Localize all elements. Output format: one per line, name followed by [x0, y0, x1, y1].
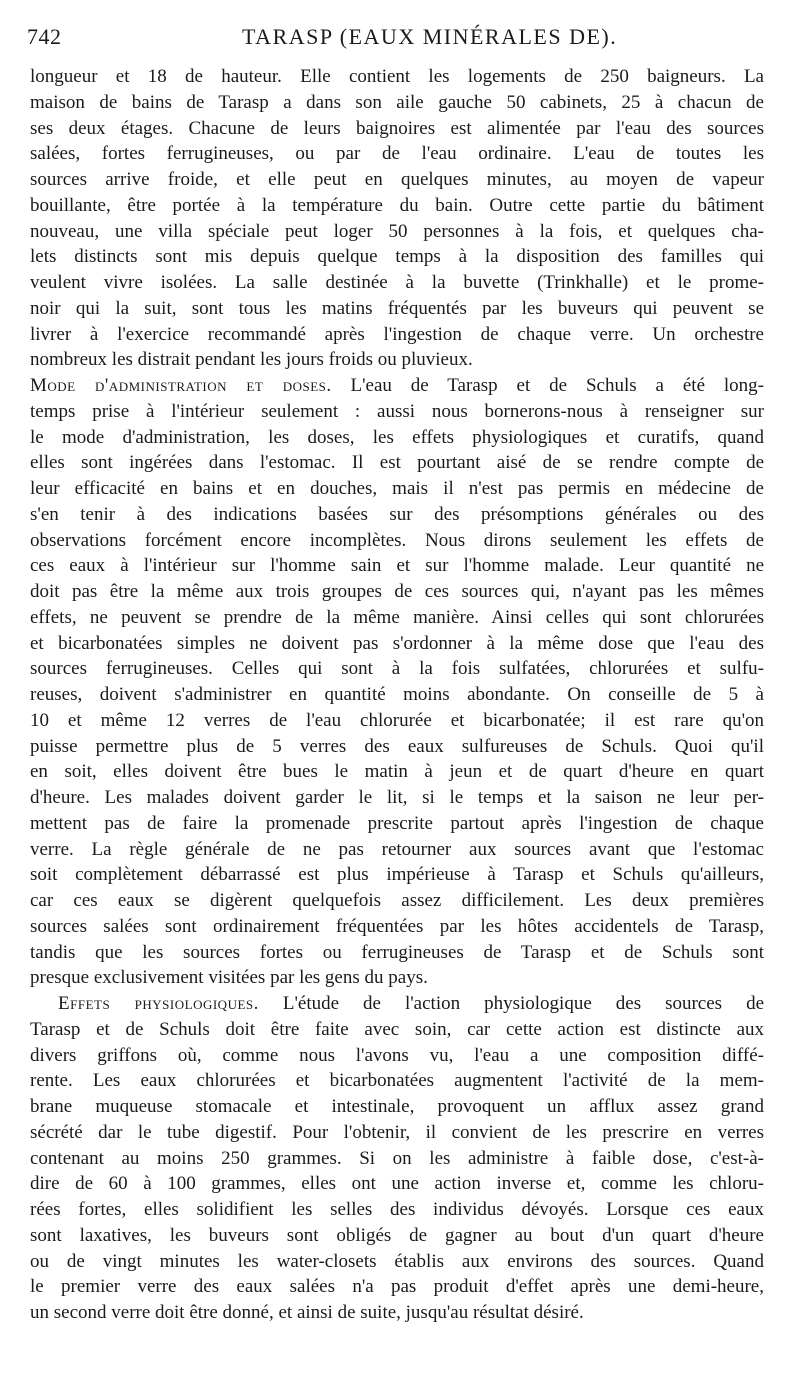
text-line: ou de vingt minutes les water-closets établis aux environs des sources. Quand	[30, 1250, 764, 1272]
text-line: longueur et 18 de hauteur. Elle contient les logements de 250 baigneurs. La	[30, 66, 764, 87]
text-line: sources ferrugineuses. Celles qui sont à la fois sulfatées, chlorurées et sulfu-	[30, 658, 764, 680]
text-line: effets, ne peuvent se prendre de la même manière. Ainsi celles qui sont chlorurées	[30, 606, 764, 628]
running-head: TARASP (EAUX MINÉRALES DE).	[242, 24, 618, 49]
text-line: maison de bains de Tarasp a dans son aile gauche 50 cabinets, 25 à chacun de	[30, 91, 764, 113]
text-line: tandis que les sources fortes ou ferrugineuses de Tarasp et de Schuls sont	[30, 941, 764, 963]
text-line: observations forcément encore incomplètes. Nous dirons seulement les effets de	[30, 529, 764, 551]
body-text	[30, 64, 764, 1326]
text-line: divers griffons où, comme nous l'avons vu, l'eau a une composition diffé-	[30, 1044, 764, 1066]
text-line: temps prise à l'intérieur seulement : aussi nous bornerons-nous à renseigner sur	[30, 400, 764, 422]
text-line: d'heure. Les malades doivent garder le lit, si le temps et la saison ne leur per-	[30, 787, 764, 808]
text-line: salées, fortes ferrugineuses, ou par de l'eau ordinaire. L'eau de toutes les	[30, 143, 764, 165]
text-line: 10 et même 12 verres de l'eau chlorurée et bicarbonatée; il est rare qu'on	[30, 709, 764, 731]
text-line: presque exclusivement visitées par les gens du pays.	[30, 967, 428, 989]
line-text: L'étude de l'action physiologique des sources de	[258, 993, 764, 1014]
text-line: veulent vivre isolées. La salle destinée à la buvette (Trinkhalle) et le prome-	[30, 272, 764, 293]
section-heading: Effets physiologiques.	[58, 993, 259, 1014]
page-number: 742	[27, 24, 62, 49]
text-line: et bicarbonatées simples ne doivent pas s'ordonner à la même dose que l'eau des	[30, 632, 764, 654]
paragraph	[30, 64, 764, 373]
text-line: nombreux les distrait pendant les jours froids ou pluvieux.	[30, 349, 473, 371]
text-line: s'en tenir à des indications basées sur des présomptions générales ou des	[30, 503, 764, 525]
text-line: puisse permettre plus de 5 verres des eaux sulfureuses de Schuls. Quoi qu'il	[30, 735, 764, 757]
paragraph	[30, 991, 764, 1326]
line-text: L'eau de Tarasp et de Schuls a été long-	[331, 375, 764, 396]
text-line: soit complètement débarrassé est plus impérieuse à Tarasp et Schuls qu'ailleurs,	[30, 864, 764, 886]
section-heading: Mode d'administration et doses.	[30, 375, 332, 396]
text-line: rente. Les eaux chlorurées et bicarbonatées augmentent l'activité de la mem-	[30, 1070, 764, 1092]
text-line: ses deux étages. Chacune de leurs baignoires est alimentée par l'eau des sources	[30, 117, 764, 139]
text-line	[30, 373, 764, 399]
text-line: reuses, doivent s'administrer en quantité moins abondante. On conseille de 5 à	[30, 684, 764, 705]
text-line: sources arrive froide, et elle peut en quelques minutes, au moyen de vapeur	[30, 169, 764, 190]
text-line	[30, 991, 764, 1017]
text-line: livrer à l'exercice recommandé après l'ingestion de chaque verre. Un orchestre	[30, 323, 764, 345]
text-line: sources salées sont ordinairement fréquentées par les hôtes accidentels de Tarasp,	[30, 915, 764, 937]
text-line: brane muqueuse stomacale et intestinale, provoquent un afflux assez grand	[30, 1096, 764, 1117]
text-line: rées fortes, elles solidifient les selles des individus dévoyés. Lorsque ces eaux	[30, 1199, 764, 1220]
text-line: en soit, elles doivent être bues le matin à jeun et de quart d'heure en quart	[30, 761, 764, 783]
text-line: dire de 60 à 100 grammes, elles ont une action inverse et, comme les chloru-	[30, 1173, 764, 1195]
text-line: leur efficacité en bains et en douches, mais il n'est pas permis en médecine de	[30, 478, 764, 499]
text-line: elles sont ingérées dans l'estomac. Il est pourtant aisé de se rendre compte de	[30, 452, 764, 474]
text-line: bouillante, être portée à la température du bain. Outre cette partie du bâtiment	[30, 194, 764, 216]
text-line: sont laxatives, les buveurs sont obligés de gagner au bout d'un quart d'heure	[30, 1224, 764, 1246]
text-line: noir qui la suit, sont tous les matins fréquentés par les buveurs qui peuvent se	[30, 297, 764, 319]
text-line: doit pas être la même aux trois groupes de ces sources qui, n'ayant pas les mêmes	[30, 581, 764, 602]
text-line: le mode d'administration, les doses, les effets physiologiques et curatifs, quand	[30, 426, 764, 448]
text-line: car ces eaux se digèrent quelquefois assez difficilement. Les deux premières	[30, 890, 764, 911]
text-line: contenant au moins 250 grammes. Si on les administre à faible dose, c'est-à-	[30, 1147, 764, 1169]
text-line: le premier verre des eaux salées n'a pas produit d'effet après une demi-heure,	[30, 1276, 764, 1298]
text-line: mettent pas de faire la promenade prescrite partout après l'ingestion de chaque	[30, 812, 764, 834]
text-line: verre. La règle générale de ne pas retourner aux sources avant que l'estomac	[30, 838, 764, 860]
paragraph	[30, 373, 764, 991]
text-line: un second verre doit être donné, et ainsi de suite, jusqu'au résultat désiré.	[30, 1302, 584, 1323]
page-header	[27, 24, 767, 58]
text-line: sécrété dar le tube digestif. Pour l'obtenir, il convient de les prescrire en verres	[30, 1121, 764, 1143]
text-line: lets distincts sont mis depuis quelque temps à la disposition des familles qui	[30, 246, 764, 268]
text-line: ces eaux à l'intérieur sur l'homme sain et sur l'homme malade. Leur quantité ne	[30, 555, 764, 577]
text-line: nouveau, une villa spéciale peut loger 50 personnes à la fois, et quelques cha-	[30, 220, 764, 242]
text-line: Tarasp et de Schuls doit être faite avec soin, car cette action est distincte aux	[30, 1018, 764, 1040]
